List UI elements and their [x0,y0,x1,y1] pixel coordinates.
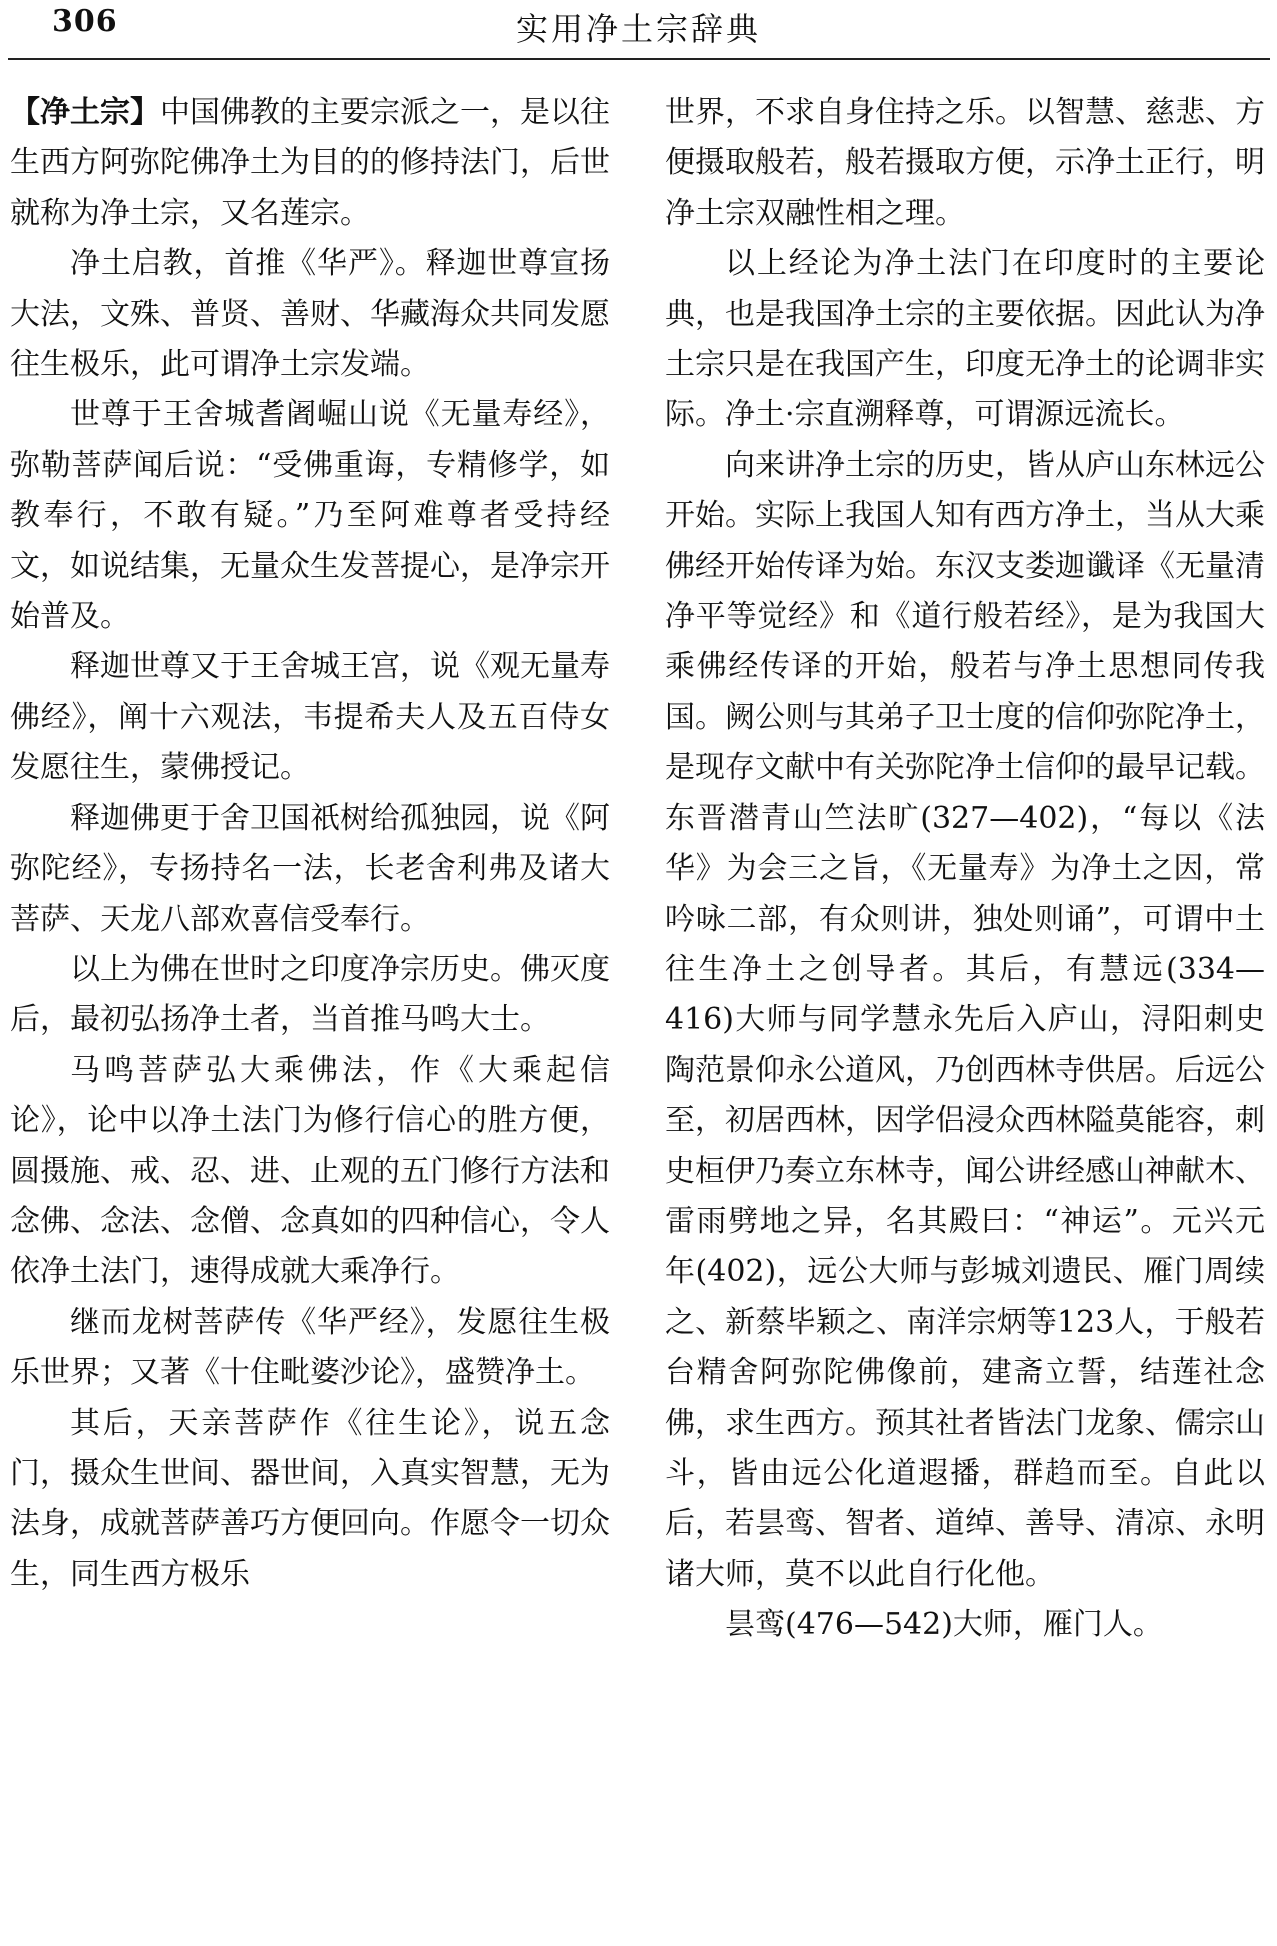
left-column [10,88,610,1600]
paragraph: 昙鸾(476—542)大师，雁门人。 [725,1607,1163,1643]
entry-opening-paragraph [10,88,610,239]
paragraph: 释迦佛更于舍卫国祇树给孤独园，说《阿弥陀经》，专扬持名一法，长老舍利弗及诸大菩萨、天龙八部欢喜信受奉行。 [10,800,610,937]
page-header [0,0,1277,60]
header-rule [8,58,1270,60]
entry-opening-text: 中国佛教的主要宗派之一，是以往生西方阿弥陀佛净土为目的的修持法门，后世就称为净土宗，又名莲宗。 [10,95,610,231]
page-number: 306 [52,4,118,39]
entry-headword: 【净土宗】 [10,95,160,130]
paragraph: 以上为佛在世时之印度净宗历史。佛灭度后，最初弘扬净土者，当首推马鸣大士。 [10,951,610,1038]
running-title: 实用净土宗辞典 [515,10,761,48]
paragraph: 向来讲净土宗的历史，皆从庐山东林远公开始。实际上我国人知有西方净土，当从大乘佛经开始传译为始。东汉支娄迦谶译《无量清净平等觉经》和《道行般若经》，是为我国大乘佛经传译的开始，般若与净土思想同传我国。阙公则与其弟子卫士度的信仰弥陀净土，是现存文献中有关弥陀净土信仰的最早记载。东晋潜青山竺法旷(327—402)，“每以《法华》为会三之旨，《无量寿》为净土之因，常吟咏二部，有众则讲，独处则诵”，可谓中土往生净土之创导者。其后，有慧远(334—416)大师与同学慧永先后入庐山，浔阳刺史陶范景仰永公道风，乃创西林寺供居。后远公至，初居西林，因学侣浸众西林隘莫能容，刺史桓伊乃奏立东林寺，闻公讲经感山神献木、雷雨劈地之异，名其殿曰：“神运”。元兴元年(402)，远公大师与彭城刘遗民、雁门周续之、新蔡毕颖之、南洋宗炳等123人，于般若台精舍阿弥陀佛像前，建斋立誓，结莲社念佛，求生西方。预其社者皆法门龙象、儒宗山斗，皆由远公化道遐播，群趋而至。自此以后，若昙鸾、智者、道绰、善导、清凉、永明诸大师，莫不以此自行化他。 [665,447,1265,1592]
paragraph: 释迦世尊又于王舍城王宫，说《观无量寿佛经》，阐十六观法，韦提希夫人及五百侍女发愿往生，蒙佛授记。 [10,649,610,786]
paragraph: 继而龙树菩萨传《华严经》，发愿往生极乐世界；又著《十住毗婆沙论》，盛赞净土。 [10,1304,610,1391]
paragraph: 世尊于王舍城耆阇崛山说《无量寿经》，弥勒菩萨闻后说：“受佛重诲，专精修学，如教奉行，不敢有疑。”乃至阿难尊者受持经文，如说结集，无量众生发菩提心，是净宗开始普及。 [10,397,610,635]
right-column [665,88,1265,1651]
paragraph: 以上经论为净土法门在印度时的主要论典，也是我国净土宗的主要依据。因此认为净土宗只是在我国产生，印度无净土的论调非实际。净土·宗直溯释尊，可谓源远流长。 [665,246,1265,433]
paragraph: 其后，天亲菩萨作《往生论》，说五念门，摄众生世间、器世间，入真实智慧，无为法身，成就菩萨善巧方便回向。作愿令一切众生，同生西方极乐 [10,1405,610,1592]
continued-paragraph: 世界，不求自身住持之乐。以智慧、慈悲、方便摄取般若，般若摄取方便，示净土正行，明净土宗双融性相之理。 [665,95,1265,231]
paragraph: 净土启教，首推《华严》。释迦世尊宣扬大法，文殊、普贤、善财、华藏海众共同发愿往生极乐，此可谓净土宗发端。 [10,246,610,383]
paragraph: 马鸣菩萨弘大乘佛法，作《大乘起信论》，论中以净土法门为修行信心的胜方便，圆摄施、戒、忍、进、止观的五门修行方法和念佛、念法、念僧、念真如的四种信心，令人依净土法门，速得成就大乘净行。 [10,1052,610,1290]
